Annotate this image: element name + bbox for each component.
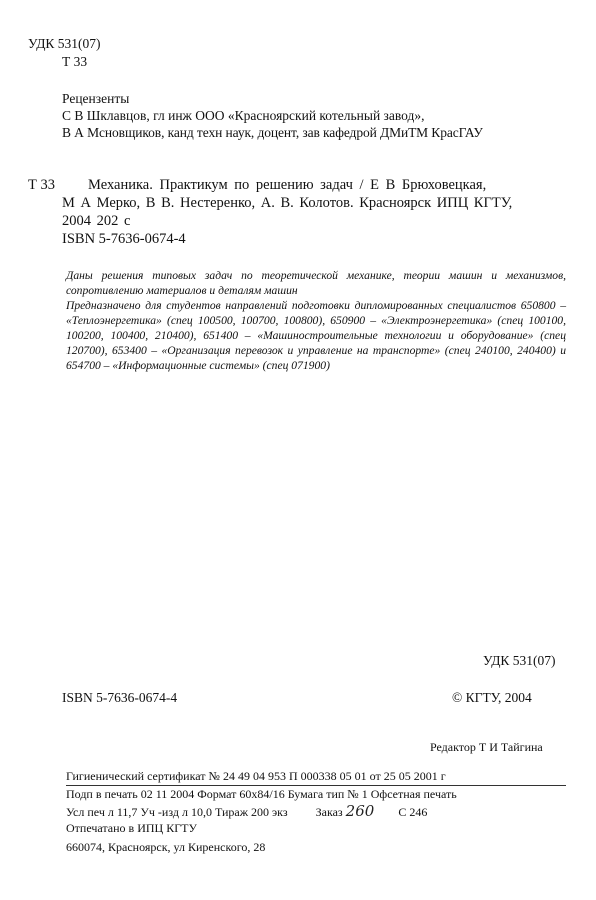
imprint-details xyxy=(66,786,566,855)
hygiene-certificate: Гигиенический сертификат № 24 49 04 953 П 000338 05 01 от 25 05 2001 г xyxy=(66,769,446,783)
address-line: 660074, Красноярск, ул Киренского, 28 xyxy=(66,839,266,854)
udk-top: УДК 531(07) xyxy=(28,36,101,51)
imprint-block xyxy=(66,768,566,785)
signed-format-line: Подп в печать 02 11 2004 Формат 60х84/16 Бумага тип № 1 Офсетная печать xyxy=(66,787,457,801)
pages-code: С 246 xyxy=(398,804,428,819)
isbn-bottom: ISBN 5-7636-0674-4 xyxy=(62,690,178,705)
sheets-print-run: Усл печ л 11,7 Уч -изд л 10,0 Тираж 200 экз xyxy=(66,804,288,819)
reviewer-line-2: В А Мсновщиков, канд техн наук, доцент, зав кафедрой ДМиТМ КрасГАУ xyxy=(62,125,483,140)
catalog-code: Т 33 xyxy=(28,177,55,193)
reviewers-heading: Рецензенты xyxy=(62,91,130,106)
editor-line: Редактор Т И Тайгина xyxy=(430,740,543,754)
udk-bottom: УДК 531(07) xyxy=(483,653,556,668)
order-label: Заказ xyxy=(315,804,343,819)
reviewer-line-1: С В Шклавцов, гл инж ООО «Красноярский котельный завод», xyxy=(62,108,425,123)
catalog-authors-line: М А Мерко, В В. Нестеренко, А. В. Колотов. Красноярск ИПЦ КГТУ, xyxy=(62,195,513,211)
order-number-handwritten: 260 xyxy=(345,801,375,820)
sheets-order-line xyxy=(66,803,566,821)
annotation-paragraph-1: Даны решения типовых задач по теоретической механике, теории машин и механизмов, сопротивлению материалов и деталям машин xyxy=(66,269,566,297)
copyright: © КГТУ, 2004 xyxy=(452,690,532,705)
catalog-year-pages: 2004 202 с xyxy=(62,213,131,229)
author-code-top: Т 33 xyxy=(62,54,88,69)
catalog-isbn: ISBN 5-7636-0674-4 xyxy=(62,231,186,247)
printed-at-line: Отпечатано в ИПЦ КГТУ xyxy=(66,821,197,835)
catalog-title-line: Механика. Практикум по решению задач / Е В Брюховецкая, xyxy=(88,177,487,193)
annotation-block xyxy=(66,268,566,373)
annotation-paragraph-2: Предназначено для студентов направлений подготовки дипломированных специалистов 650800 – «Теплоэнергетика» (спец 100500, 100700, 100800), 650900 – «Электроэнергетика» (спец 100100, 100200, 100400, 210400), 651400 – «Машиностроительные технологии и оборудование» (спец 120700), 653400 – «Организация перевозок и управление на транспорте» (спец 240100, 240400) и 654700 – «Информационные системы» (спец 071900) xyxy=(66,299,566,372)
